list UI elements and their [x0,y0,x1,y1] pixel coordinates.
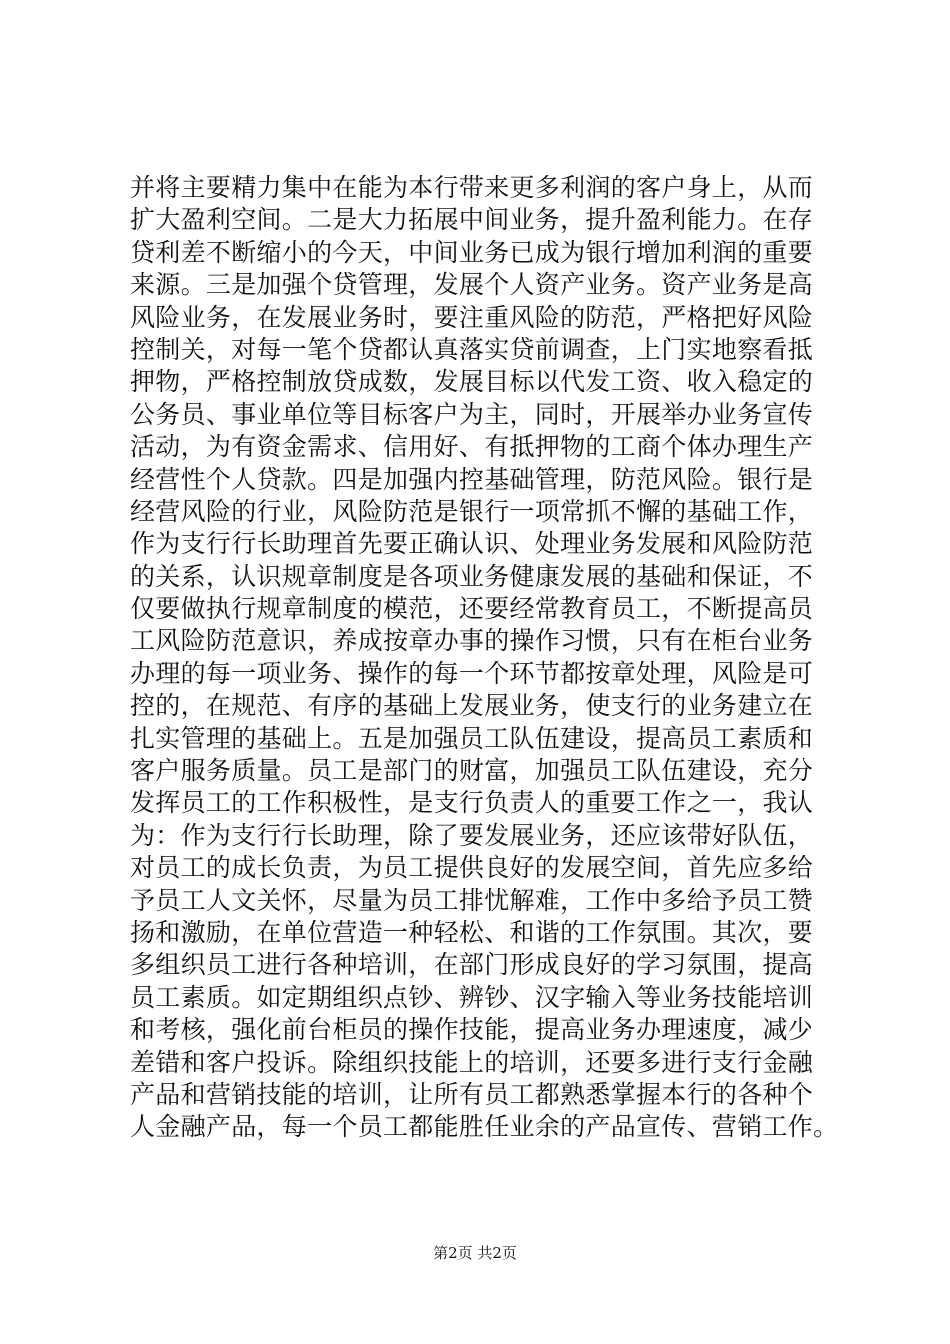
text-line: 产品和营销技能的培训，让所有员工都熟悉掌握本行的各种个 [130,1079,814,1109]
text-line: 贷利差不断缩小的今天，中间业务已成为银行增加利润的重要 [130,237,814,267]
body-paragraph [130,172,850,1144]
text-line: 人金融产品，每一个员工都能胜任业余的产品宣传、营销工作。 [130,1112,839,1142]
text-line: 控制关，对每一笔个贷都认真落实贷前调查，上门实地察看抵 [130,334,814,364]
text-line: 扎实管理的基础上。五是加强员工队伍建设，提高员工素质和 [130,723,814,753]
text-line: 扬和激励，在单位营造一种轻松、和谐的工作氛围。其次，要 [130,917,814,947]
text-line: 的关系，认识规章制度是各项业务健康发展的基础和保证，不 [130,561,814,591]
text-line: 仅要做执行规章制度的模范，还要经常教育员工，不断提高员 [130,594,814,624]
text-line: 对员工的成长负责，为员工提供良好的发展空间，首先应多给 [130,853,814,883]
text-line: 予员工人文关怀，尽量为员工排忧解难，工作中多给予员工赞 [130,885,814,915]
text-line: 经营风险的行业，风险防范是银行一项常抓不懈的基础工作， [130,496,814,526]
text-line: 为：作为支行行长助理，除了要发展业务，还应该带好队伍， [130,820,814,850]
text-line: 风险业务，在发展业务时，要注重风险的防范，严格把好风险 [130,302,814,332]
text-line: 活动，为有资金需求、信用好、有抵押物的工商个体办理生产 [130,432,814,462]
page-footer [0,1243,950,1263]
text-line: 控的，在规范、有序的基础上发展业务，使支行的业务建立在 [130,691,814,721]
text-line: 作为支行行长助理首先要正确认识、处理业务发展和风险防范 [130,529,814,559]
text-line: 和考核，强化前台柜员的操作技能，提高业务办理速度，减少 [130,1015,814,1045]
text-line: 办理的每一项业务、操作的每一个环节都按章处理，风险是可 [130,658,814,688]
text-line: 工风险防范意识，养成按章办事的操作习惯，只有在柜台业务 [130,626,814,656]
text-line: 扩大盈利空间。二是大力拓展中间业务，提升盈利能力。在存 [130,205,814,235]
text-line: 差错和客户投诉。除组织技能上的培训，还要多进行支行金融 [130,1047,814,1077]
text-line: 来源。三是加强个贷管理，发展个人资产业务。资产业务是高 [130,270,814,300]
text-line: 经营性个人贷款。四是加强内控基础管理，防范风险。银行是 [130,464,814,494]
text-line: 多组织员工进行各种培训，在部门形成良好的学习氛围，提高 [130,950,814,980]
text-line: 员工素质。如定期组织点钞、辨钞、汉字输入等业务技能培训 [130,982,814,1012]
text-line: 押物，严格控制放贷成数，发展目标以代发工资、收入稳定的 [130,367,814,397]
text-line: 公务员、事业单位等目标客户为主，同时，开展举办业务宣传 [130,399,814,429]
page-indicator: 第2页 共2页 [433,1244,517,1262]
text-line: 发挥员工的工作积极性，是支行负责人的重要工作之一，我认 [130,788,814,818]
text-line: 并将主要精力集中在能为本行带来更多利润的客户身上，从而 [130,173,814,202]
text-line: 客户服务质量。员工是部门的财富，加强员工队伍建设，充分 [130,756,814,786]
